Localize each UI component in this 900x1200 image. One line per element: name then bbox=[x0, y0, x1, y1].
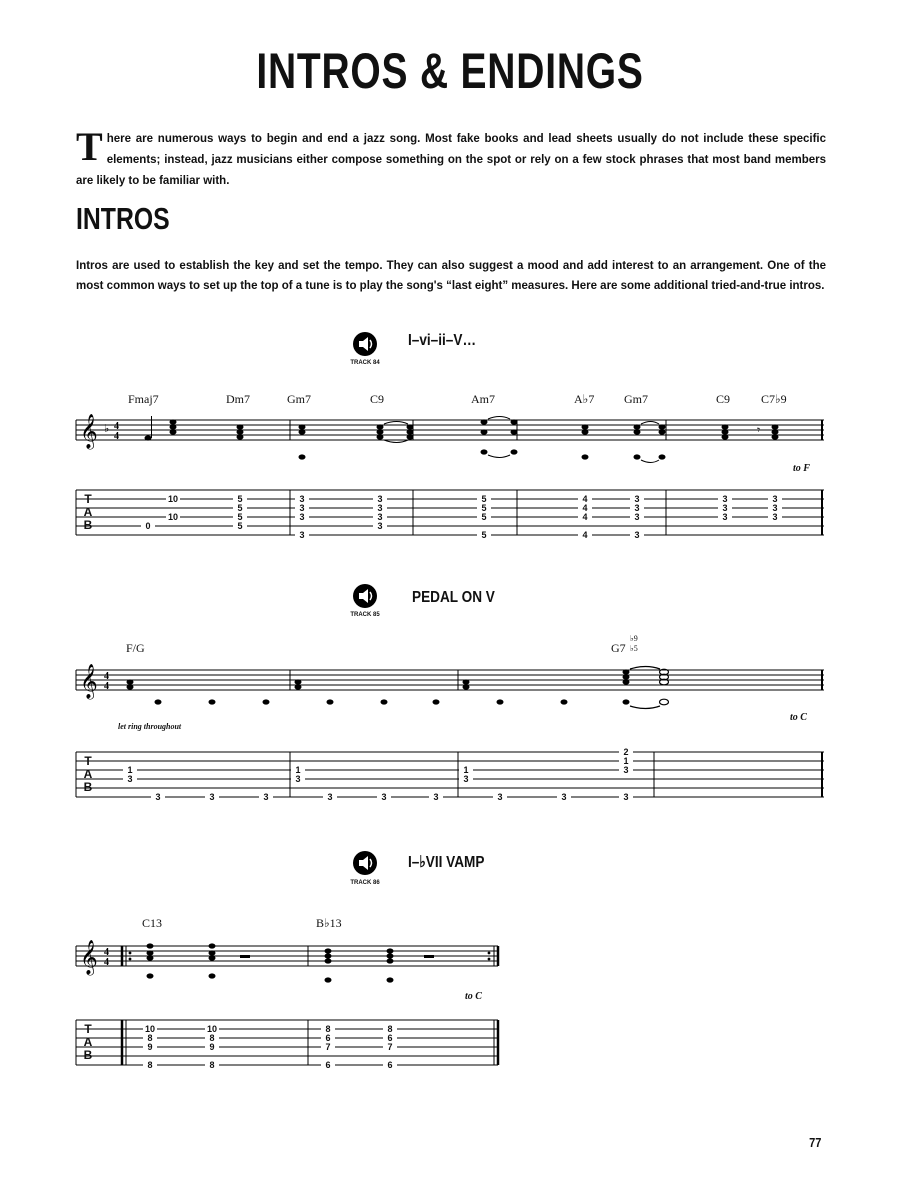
tab-fret: 3 bbox=[718, 513, 732, 522]
tab-fret: 3 bbox=[295, 531, 309, 540]
tab-fret: 3 bbox=[291, 775, 305, 784]
track-label: TRACK 85 bbox=[350, 612, 380, 618]
tab-letter: B bbox=[83, 1048, 93, 1062]
tab-fret: 3 bbox=[768, 495, 782, 504]
example-title: I–vi–ii–V… bbox=[408, 332, 477, 349]
intro-text: here are numerous ways to begin and end a jazz song. Most fake books and lead sheets usually do not include these specific elements; instead, jazz musicians either compose something on the spot or rely on a few stock phrases that most band members are likely to be familiar with. bbox=[76, 133, 826, 187]
tab-fret: 3 bbox=[768, 504, 782, 513]
tab-letter: T bbox=[84, 492, 92, 506]
tab-fret: 8 bbox=[321, 1025, 335, 1034]
tab-fret: 0 bbox=[141, 522, 155, 531]
tab-fret: 3 bbox=[630, 504, 644, 513]
chord-symbol: Fmaj7 bbox=[128, 392, 159, 406]
svg-text:4: 4 bbox=[114, 421, 119, 432]
tab-fret: 3 bbox=[295, 504, 309, 513]
tab-fret: 3 bbox=[373, 495, 387, 504]
chord-symbol: C13 bbox=[142, 916, 163, 930]
tab-fret: 7 bbox=[383, 1043, 397, 1052]
tab-fret: 5 bbox=[233, 495, 247, 504]
tab-fret: 3 bbox=[429, 793, 443, 802]
tab-fret: 1 bbox=[619, 757, 633, 766]
tab-letter: T bbox=[84, 1022, 92, 1036]
tab-fret: 3 bbox=[377, 793, 391, 802]
tab-fret: 3 bbox=[373, 522, 387, 531]
tab-fret: 2 bbox=[619, 748, 633, 757]
chord-symbol: C7♭9 bbox=[761, 392, 787, 406]
tab-fret: 4 bbox=[578, 513, 592, 522]
treble-clef-icon: 𝄞 bbox=[80, 664, 98, 699]
chord-symbol: A♭7 bbox=[574, 392, 595, 406]
chord-symbol: F/G bbox=[126, 641, 145, 655]
tab-fret: 5 bbox=[477, 495, 491, 504]
tab-fret: 3 bbox=[718, 495, 732, 504]
svg-text:𝄾: 𝄾 bbox=[757, 423, 761, 437]
section-heading: INTROS bbox=[76, 201, 170, 236]
tab-fret: 7 bbox=[321, 1043, 335, 1052]
tab-fret: 9 bbox=[143, 1043, 157, 1052]
tab-fret: 4 bbox=[578, 504, 592, 513]
ending-annotation: to F bbox=[793, 463, 810, 474]
chord-symbol: G7 bbox=[611, 641, 626, 655]
tab-fret: 6 bbox=[383, 1034, 397, 1043]
page-title: INTROS & ENDINGS bbox=[256, 43, 644, 99]
tab-fret: 8 bbox=[383, 1025, 397, 1034]
tab-fret: 8 bbox=[143, 1034, 157, 1043]
tab-letter: A bbox=[83, 505, 93, 519]
tab-fret: 3 bbox=[323, 793, 337, 802]
page-number: 77 bbox=[809, 1135, 822, 1150]
tab-fret: 9 bbox=[205, 1043, 219, 1052]
tab-fret: 4 bbox=[578, 495, 592, 504]
tab-fret: 5 bbox=[233, 513, 247, 522]
track-label: TRACK 84 bbox=[350, 360, 380, 366]
tab-fret: 3 bbox=[630, 495, 644, 504]
tab-fret: 10 bbox=[167, 512, 178, 522]
tab-fret: 5 bbox=[477, 513, 491, 522]
svg-text:♭: ♭ bbox=[104, 422, 110, 435]
tab-fret: 3 bbox=[205, 793, 219, 802]
treble-clef-icon: 𝄞 bbox=[80, 940, 98, 975]
tab-fret: 3 bbox=[459, 775, 473, 784]
section-paragraph: Intros are used to establish the key and set the tempo. They can also suggest a mood and add interest to an arrangement. One of the most common ways to set up the top of a tune is to play the song's “last eight” measures. Here are some additional tried-and-true intros. bbox=[76, 260, 826, 292]
tab-fret: 5 bbox=[477, 531, 491, 540]
example-title: PEDAL ON V bbox=[412, 589, 495, 606]
tab-fret: 3 bbox=[557, 793, 571, 802]
tab-fret: 3 bbox=[151, 793, 165, 802]
tab-fret: 1 bbox=[459, 766, 473, 775]
tab-fret: 5 bbox=[233, 522, 247, 531]
tab-fret: 3 bbox=[493, 793, 507, 802]
tab-fret: 3 bbox=[630, 531, 644, 540]
chord-symbol: Gm7 bbox=[624, 392, 648, 406]
tab-letter: B bbox=[83, 518, 93, 532]
chord-symbol: C9 bbox=[716, 392, 731, 406]
tab-fret: 8 bbox=[143, 1061, 157, 1070]
tab-fret: 1 bbox=[291, 766, 305, 775]
tab-fret: 3 bbox=[630, 513, 644, 522]
tab-fret: 3 bbox=[768, 513, 782, 522]
tab-fret: 3 bbox=[619, 793, 633, 802]
tab-fret: 3 bbox=[123, 775, 137, 784]
tab-fret: 3 bbox=[373, 513, 387, 522]
svg-text:4: 4 bbox=[114, 431, 119, 442]
drop-cap: T bbox=[76, 124, 103, 169]
tab-letter: A bbox=[83, 1035, 93, 1049]
svg-text:4: 4 bbox=[104, 957, 109, 968]
chord-symbol: Gm7 bbox=[287, 392, 311, 406]
tab-fret: 6 bbox=[321, 1061, 335, 1070]
tab-fret: 10 bbox=[144, 1024, 155, 1034]
svg-text:4: 4 bbox=[104, 671, 109, 682]
tab-fret: 3 bbox=[295, 495, 309, 504]
performance-annotation: let ring throughout bbox=[118, 722, 182, 731]
svg-text:4: 4 bbox=[104, 681, 109, 692]
tab-fret: 3 bbox=[718, 504, 732, 513]
tab-fret: 8 bbox=[205, 1061, 219, 1070]
tab-fret: 5 bbox=[477, 504, 491, 513]
example-title: I–♭VII VAMP bbox=[408, 854, 485, 871]
tab-fret: 3 bbox=[619, 766, 633, 775]
tab-fret: 6 bbox=[383, 1061, 397, 1070]
ending-annotation: to C bbox=[465, 991, 482, 1002]
chord-extension: ♭5 bbox=[630, 644, 638, 653]
tab-fret: 8 bbox=[205, 1034, 219, 1043]
chord-extension: ♭9 bbox=[630, 634, 638, 643]
tab-fret: 5 bbox=[233, 504, 247, 513]
tab-fret: 10 bbox=[206, 1024, 217, 1034]
svg-text:4: 4 bbox=[104, 947, 109, 958]
tab-fret: 6 bbox=[321, 1034, 335, 1043]
tab-fret: 3 bbox=[259, 793, 273, 802]
tab-fret: 10 bbox=[167, 494, 178, 504]
track-label: TRACK 86 bbox=[350, 880, 380, 886]
treble-clef-icon: 𝄞 bbox=[80, 414, 98, 449]
tab-fret: 3 bbox=[373, 504, 387, 513]
ending-annotation: to C bbox=[790, 712, 807, 723]
chord-symbol: B♭13 bbox=[316, 916, 342, 930]
tab-fret: 4 bbox=[578, 531, 592, 540]
tab-fret: 1 bbox=[123, 766, 137, 775]
tab-letter: T bbox=[84, 754, 92, 768]
chord-symbol: Dm7 bbox=[226, 392, 250, 406]
tab-letter: A bbox=[83, 767, 93, 781]
tab-fret: 3 bbox=[295, 513, 309, 522]
tab-letter: B bbox=[83, 780, 93, 794]
chord-symbol: C9 bbox=[370, 392, 385, 406]
chord-symbol: Am7 bbox=[471, 392, 495, 406]
